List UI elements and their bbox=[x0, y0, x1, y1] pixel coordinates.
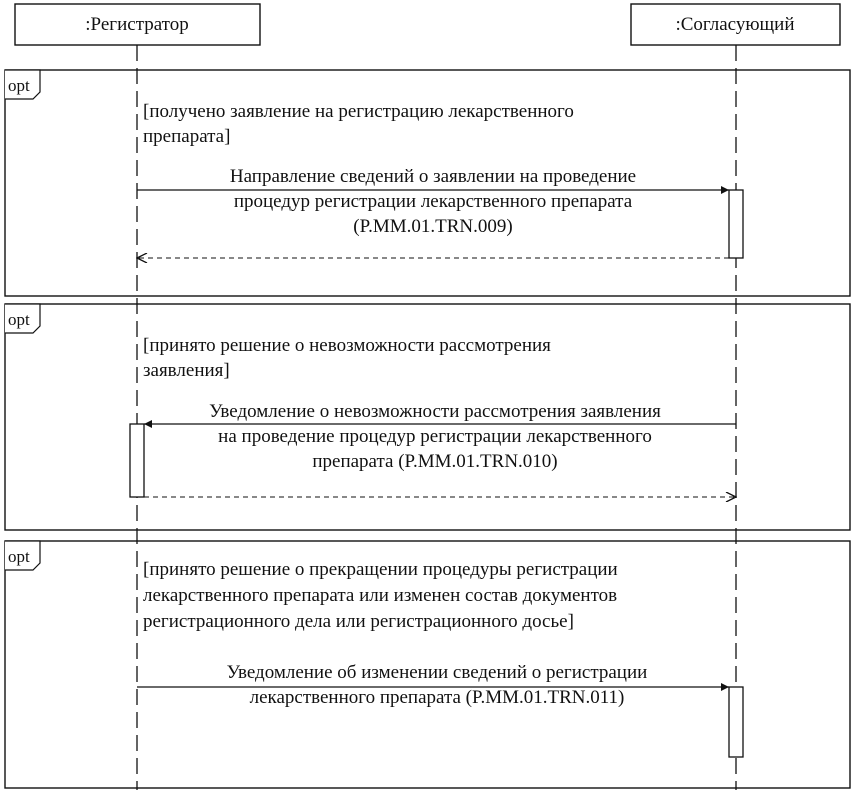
guard-line: регистрационного дела или регистрационного досье] bbox=[143, 611, 574, 632]
lifeline-head-approver[interactable] bbox=[631, 4, 840, 45]
opt-fragment-2 bbox=[5, 304, 850, 530]
guard-line: [принято решение о невозможности рассмотрения bbox=[143, 335, 551, 356]
message-label-line: Направление сведений о заявлении на проведение bbox=[229, 166, 637, 187]
guard-line: заявления] bbox=[143, 360, 230, 381]
activation-bar bbox=[130, 424, 144, 497]
message-label-line: Уведомление об изменении сведений о регистрации bbox=[226, 662, 648, 683]
lifeline-head-registrar[interactable] bbox=[15, 4, 260, 45]
guard-line: препарата] bbox=[143, 126, 231, 147]
activation-bar bbox=[729, 190, 743, 258]
message-label-line: препарата (P.MM.01.TRN.010) bbox=[312, 451, 558, 472]
message-label-line: процедур регистрации лекарственного препарата bbox=[233, 191, 633, 212]
opt-fragment-3 bbox=[5, 541, 850, 788]
lifeline-name: :Согласующий bbox=[675, 14, 795, 35]
fragment-operator: opt bbox=[8, 76, 30, 95]
message-label-line: лекарственного препарата (P.MM.01.TRN.011) bbox=[249, 687, 625, 708]
guard-line: лекарственного препарата или изменен состав документов bbox=[143, 585, 618, 606]
opt-fragment-1 bbox=[5, 70, 850, 296]
guard-line: [получено заявление на регистрацию лекарственного bbox=[143, 101, 574, 122]
message-label-line: (P.MM.01.TRN.009) bbox=[353, 216, 513, 237]
message-label-line: на проведение процедур регистрации лекарственного bbox=[218, 426, 652, 447]
fragment-operator: opt bbox=[8, 547, 30, 566]
guard-line: [принято решение о прекращении процедуры регистрации bbox=[143, 559, 618, 580]
activation-bar bbox=[729, 687, 743, 757]
lifeline-name: :Регистратор bbox=[85, 14, 189, 35]
message-label-line: Уведомление о невозможности рассмотрения заявления bbox=[209, 401, 661, 422]
fragment-operator: opt bbox=[8, 310, 30, 329]
